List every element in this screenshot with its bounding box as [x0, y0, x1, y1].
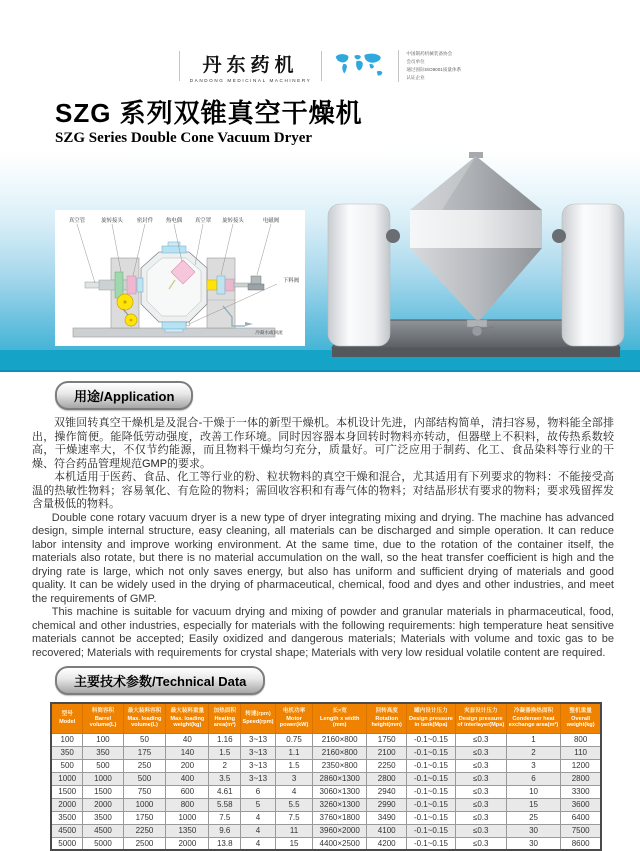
column-header-cn: 罐内设计压力	[414, 707, 448, 714]
table-cell: 2250	[123, 824, 166, 837]
application-pill: 用途/Application	[55, 381, 193, 410]
table-cell: 500	[51, 759, 83, 772]
table-cell: -0.1~0.15	[407, 785, 455, 798]
column-header-cn: 长×宽	[332, 707, 347, 714]
column-header-en: Barrel volume(L)	[89, 715, 117, 729]
column-header-cn: 型号	[61, 711, 73, 717]
cert-line: 认证企业	[406, 75, 425, 80]
diagram-label-discharge-valve: 下料阀	[282, 278, 300, 284]
column-header	[561, 703, 601, 733]
column-header-en: Design pressure of interlayer(Mpa)	[457, 715, 505, 729]
table-cell: 250	[123, 759, 166, 772]
machine-photo	[316, 152, 636, 364]
table-cell: 4400×2500	[313, 837, 367, 850]
table-cell: 2350×800	[313, 759, 367, 772]
table-cell: 3300	[561, 785, 601, 798]
table-cell: 4200	[367, 837, 407, 850]
table-cell: 6	[506, 772, 560, 785]
table-row	[51, 772, 601, 785]
column-header	[209, 703, 241, 733]
table-row	[51, 733, 601, 746]
divider	[321, 51, 322, 81]
table-cell: 500	[123, 772, 166, 785]
table-cell: ≤0.3	[455, 837, 506, 850]
table-cell: 3500	[83, 811, 123, 824]
table-cell: 4100	[367, 824, 407, 837]
column-header	[123, 703, 166, 733]
table-cell: 2800	[367, 772, 407, 785]
table-cell: 1	[506, 733, 560, 746]
table-cell: 1750	[123, 811, 166, 824]
table-cell: 140	[166, 746, 209, 759]
table-cell: 3260×1300	[313, 798, 367, 811]
technical-section-header	[55, 666, 640, 695]
diagram-label-solenoid-valve: 电磁阀	[262, 218, 280, 224]
column-header	[166, 703, 209, 733]
table-cell: 13.8	[209, 837, 241, 850]
table-cell: 3~13	[241, 746, 276, 759]
table-cell: 3~13	[241, 759, 276, 772]
table-cell: 7.5	[275, 811, 312, 824]
table-cell: 1.1	[275, 746, 312, 759]
brand-header	[0, 42, 640, 90]
table-cell: 6400	[561, 811, 601, 824]
table-cell: 4500	[51, 824, 83, 837]
column-header-cn: 转速(rpm)	[245, 711, 271, 717]
column-header	[455, 703, 506, 733]
column-header-en: Length x width (mm)	[319, 715, 360, 729]
column-header-cn: 加热面积	[213, 707, 236, 714]
diagram-label-vacuum-pipe: 真空管	[68, 218, 86, 224]
column-header	[83, 703, 123, 733]
table-cell: 110	[561, 746, 601, 759]
table-cell: ≤0.3	[455, 772, 506, 785]
table-cell: 5.58	[209, 798, 241, 811]
table-cell: 600	[166, 785, 209, 798]
column-header	[275, 703, 312, 733]
technical-data-table	[50, 702, 602, 851]
table-cell: 3600	[561, 798, 601, 811]
table-cell: 2	[209, 759, 241, 772]
image-banner	[0, 152, 640, 372]
column-header	[241, 703, 276, 733]
table-cell: 4	[241, 837, 276, 850]
table-cell: 15	[275, 837, 312, 850]
column-header-cn: 电机功率	[282, 707, 306, 714]
table-cell: 15	[506, 798, 560, 811]
column-header-en: Max. loading weight(kg)	[170, 715, 205, 729]
table-cell: 7500	[561, 824, 601, 837]
column-header	[407, 703, 455, 733]
table-cell: -0.1~0.15	[407, 811, 455, 824]
column-header-en: Design pressure in tank(Mpa)	[409, 715, 453, 729]
table-cell: -0.1~0.15	[407, 759, 455, 772]
table-row	[51, 811, 601, 824]
table-cell: 350	[83, 746, 123, 759]
table-cell: 3490	[367, 811, 407, 824]
diagram-label-seal: 密封件	[136, 218, 154, 224]
table-row	[51, 798, 601, 811]
divider	[179, 51, 180, 81]
table-cell: 3960×2000	[313, 824, 367, 837]
table-cell: 30	[506, 824, 560, 837]
table-row	[51, 785, 601, 798]
column-header	[51, 703, 83, 733]
table-cell: 30	[506, 837, 560, 850]
table-cell: 5000	[51, 837, 83, 850]
table-cell: 2940	[367, 785, 407, 798]
table-cell: -0.1~0.15	[407, 824, 455, 837]
logo-chinese-name: 丹东药机	[202, 54, 299, 76]
table-cell: 175	[123, 746, 166, 759]
diagram-label-vacuum-cover: 真空罩	[194, 218, 212, 224]
table-cell: 2	[506, 746, 560, 759]
table-cell: 2250	[367, 759, 407, 772]
table-cell: 2160×800	[313, 746, 367, 759]
table-cell: 3060×1300	[313, 785, 367, 798]
product-title-chinese: SZG 系列双锥真空干燥机	[55, 98, 363, 128]
product-title-english: SZG Series Double Cone Vacuum Dryer	[55, 130, 313, 146]
table-cell: 4	[275, 785, 312, 798]
column-header	[313, 703, 367, 733]
column-header-en: Model	[59, 719, 76, 725]
column-header-cn: 最大装料容积	[127, 707, 162, 714]
table-cell: 100	[83, 733, 123, 746]
table-cell: -0.1~0.15	[407, 798, 455, 811]
column-header-cn: 整机重量	[569, 707, 592, 714]
column-header-en: Motor power(kW)	[279, 715, 309, 729]
table-cell: ≤0.3	[455, 733, 506, 746]
table-cell: 400	[166, 772, 209, 785]
company-logo	[190, 50, 312, 83]
table-cell: -0.1~0.15	[407, 746, 455, 759]
table-cell: 1.16	[209, 733, 241, 746]
table-cell: 2000	[166, 837, 209, 850]
table-cell: 3	[506, 759, 560, 772]
table-cell: -0.1~0.15	[407, 837, 455, 850]
table-row	[51, 759, 601, 772]
table-cell: ≤0.3	[455, 811, 506, 824]
table-cell: 2000	[51, 798, 83, 811]
paragraph-english-1: Double cone rotary vacuum dryer is a new type of dryer integrating mixing and drying. The machine has advanced design, simple internal structure, easy cleaning, all materials can be discharged and simple operation. It can reduce labor intensity and improve working environment. At the same time, due to the rotation of the container itself, the materials also rotate, but there is no material accumulation on the wall, so the heat transfer coefficient is high and the drying rate is large, which not only saves energy, but also has uniform and sufficient drying of materials and good quality. It can be widely used in the drying of pharmaceutical, chemical, food and dyes and other industries, and meet the requirements of GMP.	[32, 511, 614, 605]
technical-data-table-wrap	[50, 702, 602, 851]
table-cell: 4	[241, 824, 276, 837]
table-cell: 1500	[51, 785, 83, 798]
column-header-cn: 回转高度	[375, 707, 398, 714]
table-header-row	[51, 703, 601, 733]
table-cell: 10	[506, 785, 560, 798]
column-header-cn: 夹套设计压力	[463, 707, 498, 714]
table-cell: 3500	[51, 811, 83, 824]
table-cell: 2500	[123, 837, 166, 850]
table-cell: -0.1~0.15	[407, 733, 455, 746]
table-cell: 800	[166, 798, 209, 811]
column-header-en: Max. loading volume(L)	[127, 715, 162, 729]
table-cell: 350	[51, 746, 83, 759]
table-cell: 3	[275, 772, 312, 785]
table-cell: ≤0.3	[455, 746, 506, 759]
table-row	[51, 746, 601, 759]
certification-text	[398, 50, 461, 82]
column-header-en: Condenser heat exchange area(m²)	[508, 715, 559, 729]
table-cell: 4.61	[209, 785, 241, 798]
table-cell: 50	[123, 733, 166, 746]
diagram-label-condensate: 冷凝水或回流	[255, 330, 283, 335]
table-cell: 200	[166, 759, 209, 772]
column-header-en: Heating area(m²)	[213, 715, 236, 729]
table-cell: 1350	[166, 824, 209, 837]
title-block	[55, 98, 640, 147]
table-cell: 1.5	[275, 759, 312, 772]
table-row	[51, 824, 601, 837]
table-cell: 750	[123, 785, 166, 798]
table-cell: 4500	[83, 824, 123, 837]
table-cell: 0.75	[275, 733, 312, 746]
table-cell: ≤0.3	[455, 798, 506, 811]
column-header	[506, 703, 560, 733]
paragraph-chinese-2: 本机适用于医药、食品、化工等行业的粉、粒状物料的真空干燥和混合，尤其适用有下列要求的物料：不能接受高温的热敏性物料；容易氧化、有危险的物料；需回收容积和有毒气体的物料；对结晶形状有要求的物料；要求残留挥发含量极低的物料。	[32, 471, 614, 510]
diagram-label-rotary-joint-right: 旋转接头	[222, 218, 244, 224]
double-cone-dryer-render	[316, 152, 636, 364]
table-cell: 1000	[51, 772, 83, 785]
table-cell: 5.5	[275, 798, 312, 811]
table-cell: 2990	[367, 798, 407, 811]
logo-english-name: DANDONG MEDICINAL MACHINERY	[189, 77, 312, 83]
cert-line: 会员单位	[406, 59, 425, 64]
table-cell: 9.6	[209, 824, 241, 837]
diagram-label-rotary-joint-left: 旋转接头	[101, 218, 123, 224]
table-cell: 2160×800	[313, 733, 367, 746]
table-cell: ≤0.3	[455, 824, 506, 837]
table-cell: 3.5	[209, 772, 241, 785]
paragraph-chinese-1: 双锥回转真空干燥机是及混合-干燥于一体的新型干燥机。本机设计先进，内部结构简单，清扫容易，物料能全部排出，操作简便。能降低劳动强度，改善工作环境。同时因容器本身回转时物料亦转动，但器壁上不积料，故传热系数较高，干燥速率大，不仅节约能源，而且物料干燥均匀充分，质量好。可广泛应用于制药、化工、食品染料等行业的干燥、符合药品管理规范GMP的要求。	[32, 417, 614, 470]
column-header-cn: 冷凝器换热面积	[513, 707, 554, 714]
table-cell: ≤0.3	[455, 785, 506, 798]
column-header	[367, 703, 407, 733]
table-cell: 3~13	[241, 772, 276, 785]
cert-line: 通过国际ISO9001质量体系	[406, 67, 462, 72]
dryer-schematic-drawing	[55, 210, 305, 346]
description-paragraphs	[32, 417, 614, 660]
column-header-cn: 料筒容积	[91, 707, 115, 714]
column-header-en: Rotation height(mm)	[371, 715, 402, 729]
column-header-en: Overall weight(kg)	[566, 715, 595, 729]
table-cell: -0.1~0.15	[407, 772, 455, 785]
brochure-page	[0, 42, 640, 848]
diagram-label-thermocouple: 热电偶	[165, 218, 183, 224]
table-cell: 40	[166, 733, 209, 746]
table-cell: 2800	[561, 772, 601, 785]
table-cell: 5000	[83, 837, 123, 850]
table-cell: 7.5	[209, 811, 241, 824]
table-cell: 6	[241, 785, 276, 798]
table-row	[51, 837, 601, 850]
table-cell: ≤0.3	[455, 759, 506, 772]
table-cell: 2000	[83, 798, 123, 811]
table-cell: 1500	[83, 785, 123, 798]
world-map-icon	[332, 51, 388, 81]
table-cell: 11	[275, 824, 312, 837]
table-cell: 1.5	[209, 746, 241, 759]
schematic-diagram	[55, 210, 305, 346]
table-cell: 800	[561, 733, 601, 746]
cert-line: 中国制药机械装备协会	[406, 51, 453, 56]
table-cell: 1000	[166, 811, 209, 824]
table-cell: 25	[506, 811, 560, 824]
table-cell: 100	[51, 733, 83, 746]
table-cell: 3~13	[241, 733, 276, 746]
technical-data-pill: 主要技术参数/Technical Data	[55, 666, 265, 695]
table-cell: 1000	[123, 798, 166, 811]
table-cell: 2860×1300	[313, 772, 367, 785]
table-cell: 3760×1800	[313, 811, 367, 824]
table-cell: 2100	[367, 746, 407, 759]
table-cell: 8600	[561, 837, 601, 850]
table-cell: 1200	[561, 759, 601, 772]
table-cell: 500	[83, 759, 123, 772]
paragraph-english-2: This machine is suitable for vacuum drying and mixing of powder and granular materials in pharmaceutical, food, chemical and other industries, especially for materials with the following requirements: high temperature heat sensitive materials cannot be accepted; Easily oxidized and dangerous materials; Materials with volume and toxic gas to be recovered; Materials with requirements for crystal shape; Materials with very low residual volatile content are required.	[32, 606, 614, 659]
table-cell: 4	[241, 811, 276, 824]
table-cell: 1750	[367, 733, 407, 746]
table-cell: 1000	[83, 772, 123, 785]
column-header-en: Speed(rpm)	[242, 719, 274, 725]
table-cell: 5	[241, 798, 276, 811]
column-header-cn: 最大装料重量	[170, 707, 205, 714]
application-section-header	[55, 381, 640, 410]
